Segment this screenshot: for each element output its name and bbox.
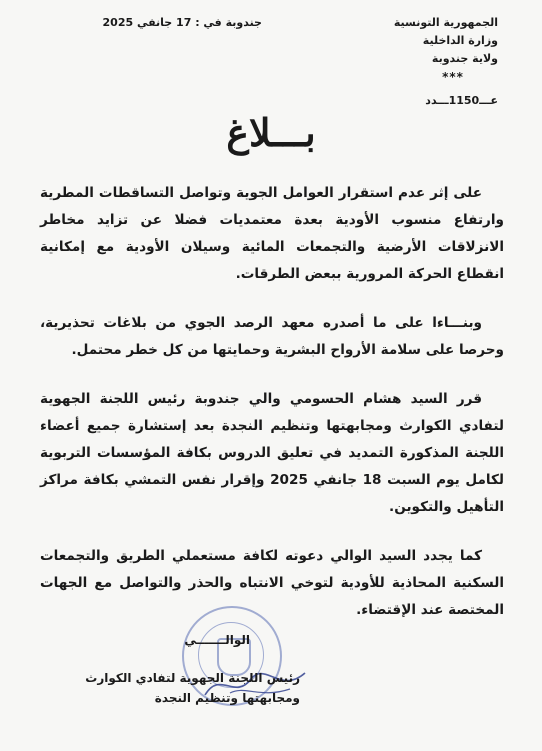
place-date: جندوبة في : 17 جانفي 2025 [102, 16, 262, 29]
letterhead [348, 14, 498, 110]
reference-number: عـــ1150ـــدد [425, 94, 498, 107]
paragraph: قرر السيد هشام الحسومي والي جندوبة رئيس اللجنة الجهوية لتفادي الكوارث ومجابهتها وتنظيم النجدة بعد إستشارة جميع أعضاء اللجنة المذكورة التمديد في تعليق الدروس بكافة المؤسسات التربوية لكامل يوم السبت 18 جانفي 2025 وإقرار نفس التمشي بكافة مراكز التأهيل والتكوين. [40, 391, 505, 515]
paragraph: كما يجدد السيد الوالي دعوته لكافة مستعملي الطريق والتجمعات السكنية المحاذية للأودية لتوخي الانتباه والحذر والتواصل مع الجهات المختصة عند الإقتضاء. [40, 548, 504, 618]
notice-title: بـــلاغ [226, 110, 316, 155]
country-name: الجمهورية التونسية [393, 16, 498, 29]
signatory-title-cont: ومجابهتها وتنظيم النجدة [154, 691, 300, 705]
signature-block [80, 630, 300, 708]
ministry-name: وزارة الداخلية [422, 34, 498, 47]
stars-divider: *** [442, 70, 464, 84]
paragraph: وبنـــاءا على ما أصدره معهد الرصد الجوي من بلاغات تحذيرية، وحرصا على سلامة الأرواح البشرية وحمايتها من كل خطر محتمل. [40, 315, 504, 358]
notice-body [40, 180, 504, 646]
governorate-name: ولاية جندوبة [431, 52, 498, 65]
signatory-role: الوالـــــــي [184, 633, 250, 647]
signatory-title: رئيس اللجنة الجهوية لتفادي الكوارث [85, 671, 300, 685]
paragraph: على إثر عدم استقرار العوامل الجوية وتواصل التساقطات المطرية وارتفاع منسوب الأودية بعدة معتمديات فضلا عن تزايد مخاطر الانزلاقات الأرضية والتجمعات المائية وسيلان الأودية مع إمكانية انقطاع الحركة المرورية ببعض الطرقات. [40, 185, 504, 282]
